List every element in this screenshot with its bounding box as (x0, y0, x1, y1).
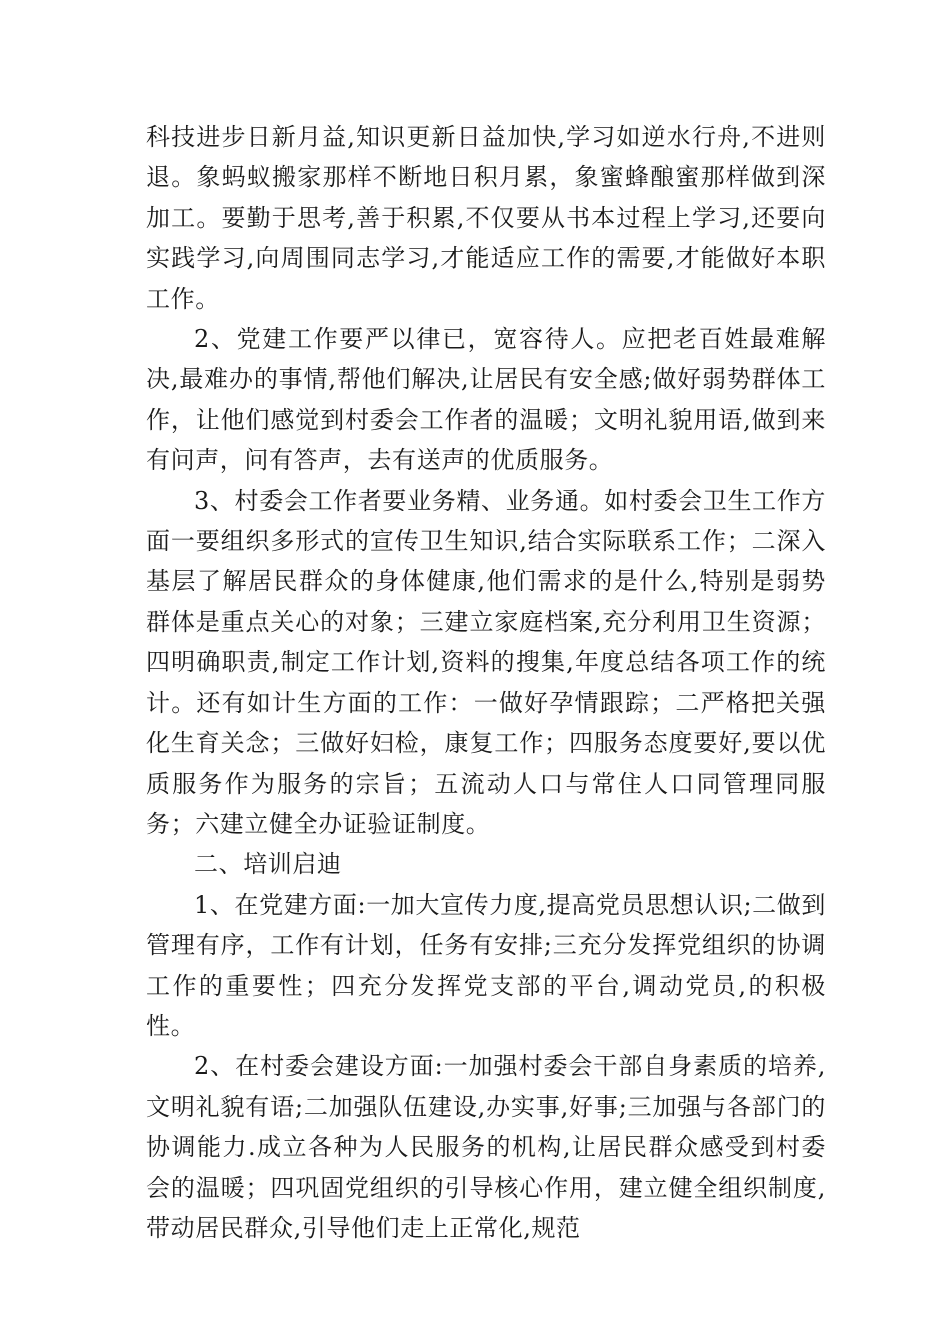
paragraph-training-item-1: 1、在党建方面:一加大宣传力度,提高党员思想认识;二做到管理有序，工作有计划，任务有安排;三充分发挥党组织的协调工作的重要性；四充分发挥党支部的平台,调动党员,的积极性。 (146, 890, 826, 1040)
document-body (146, 117, 826, 1248)
section-heading-training: 二、培训启迪 (194, 850, 342, 879)
paragraph-item-3-village-committee: 3、村委会工作者要业务精、业务通。如村委会卫生工作方面一要组织多形式的宣传卫生知识,结合实际联系工作；二深入基层了解居民群众的身体健康,他们需求的是什么,特别是弱势群体是重点关心的对象；三建立家庭档案,充分利用卫生资源；四明确职责,制定工作计划,资料的搜集,年度总结各项工作的统计。还有如计生方面的工作：一做好孕情跟踪；二严格把关强化生育关念；三做好妇检，康复工作；四服务态度要好,要以优质服务作为服务的宗旨；五流动人口与常住人口同管理同服务；六建立健全办证验证制度。 (146, 486, 826, 838)
paragraph-item-2-party-building: 2、党建工作要严以律已，宽容待人。应把老百姓最难解决,最难办的事情,帮他们解决,让居民有安全感;做好弱势群体工作，让他们感觉到村委会工作者的温暖；文明礼貌用语,做到来有问声，问有答声，去有送声的优质服务。 (146, 325, 826, 475)
paragraph-training-item-2: 2、在村委会建设方面:一加强村委会干部自身素质的培养,文明礼貌有语;二加强队伍建设,办实事,好事;三加强与各部门的协调能力.成立各种为人民服务的机构,让居民群众感受到村委会的温暖；四巩固党组织的引导核心作用，建立健全组织制度,带动居民群众,引导他们走上正常化,规范 (146, 1052, 826, 1242)
paragraph-learning: 科技进步日新月益,知识更新日益加快,学习如逆水行舟,不进则退。象蚂蚁搬家那样不断地日积月累，象蜜蜂酿蜜那样做到深加工。要勤于思考,善于积累,不仅要从书本过程上学习,还要向实践学习,向周围同志学习,才能适应工作的需要,才能做好本职工作。 (146, 123, 826, 313)
